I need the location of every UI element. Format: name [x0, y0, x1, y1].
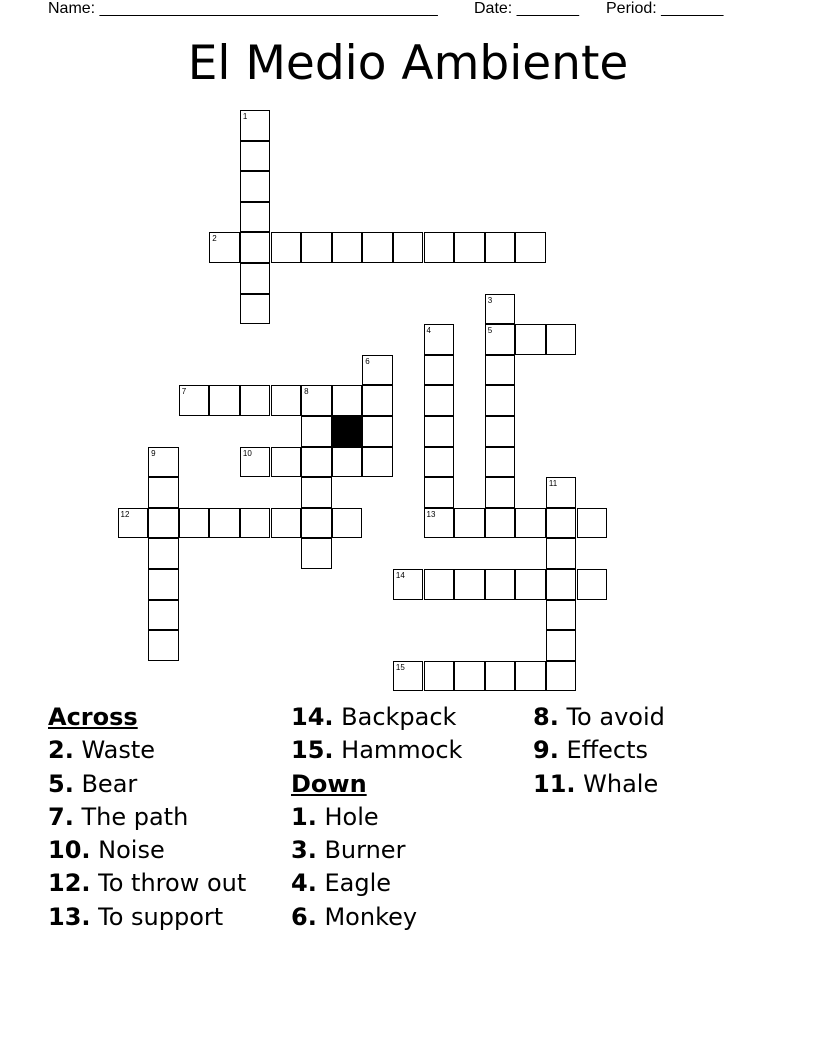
grid-cell[interactable]: [485, 661, 516, 692]
clue-text: The path: [81, 802, 189, 831]
clue-number: 15.: [291, 736, 334, 765]
cell-number: 5: [487, 326, 493, 336]
clue-number: 2.: [48, 736, 74, 765]
cell-number: 7: [181, 387, 187, 397]
cell-number: 13: [426, 509, 436, 519]
name-field-label[interactable]: Name: ______________________________________: [48, 0, 438, 17]
clue-text: To support: [98, 902, 224, 931]
clue-number: 4.: [291, 869, 317, 898]
cell-number: 3: [487, 295, 493, 305]
grid-cell[interactable]: [301, 447, 332, 478]
grid-cell[interactable]: [424, 569, 455, 600]
grid-cell[interactable]: [424, 477, 455, 508]
clue-text: Bear: [81, 769, 138, 798]
grid-cell[interactable]: [148, 600, 179, 631]
grid-cell[interactable]: [148, 569, 179, 600]
grid-cell[interactable]: [301, 508, 332, 539]
grid-cell[interactable]: [424, 416, 455, 447]
cell-number: 12: [120, 509, 130, 519]
clue-number: 9.: [533, 736, 559, 765]
grid-cell[interactable]: [485, 324, 516, 355]
grid-cell[interactable]: [271, 447, 302, 478]
clue-text: To avoid: [566, 703, 665, 731]
grid-cell[interactable]: [332, 447, 363, 478]
grid-cell[interactable]: [546, 630, 577, 661]
grid-cell[interactable]: [179, 508, 210, 539]
grid-cell[interactable]: [240, 263, 271, 294]
clue-number: 1.: [291, 802, 317, 831]
grid-cell[interactable]: [240, 508, 271, 539]
clue-across-15: [291, 734, 462, 767]
grid-cell[interactable]: [454, 661, 485, 692]
grid-cell[interactable]: [393, 661, 424, 692]
page-title: El Medio Ambiente: [187, 36, 629, 91]
grid-cell[interactable]: [271, 232, 302, 263]
grid-cell[interactable]: [515, 324, 546, 355]
grid-cell[interactable]: [424, 385, 455, 416]
grid-cell[interactable]: [301, 477, 332, 508]
grid-cell[interactable]: [362, 385, 393, 416]
clue-down-8: [533, 701, 665, 734]
clue-number: 12.: [48, 869, 91, 898]
grid-cell[interactable]: [362, 355, 393, 386]
clue-down-1: [291, 801, 462, 834]
grid-cell[interactable]: [546, 508, 577, 539]
clue-number: 5.: [48, 769, 74, 798]
grid-cell[interactable]: [485, 508, 516, 539]
grid-cell[interactable]: [546, 600, 577, 631]
grid-cell[interactable]: [362, 416, 393, 447]
grid-cell[interactable]: [148, 447, 179, 478]
grid-cell[interactable]: [515, 661, 546, 692]
cell-number: 15: [395, 662, 405, 672]
grid-cell[interactable]: [546, 324, 577, 355]
cell-number: 6: [365, 356, 370, 366]
grid-cell[interactable]: [240, 385, 271, 416]
grid-cell[interactable]: [546, 538, 577, 569]
clue-down-4: [291, 867, 462, 900]
clue-number: 11.: [533, 769, 576, 798]
grid-cell[interactable]: [148, 477, 179, 508]
across-heading: Across: [48, 703, 138, 731]
grid-cell[interactable]: [301, 416, 332, 447]
grid-cell[interactable]: [240, 171, 271, 202]
grid-cell[interactable]: [301, 232, 332, 263]
clue-text: Eagle: [324, 869, 392, 898]
clue-down-9: [533, 734, 665, 767]
grid-cell[interactable]: [240, 202, 271, 233]
clue-across-2: [48, 734, 246, 767]
grid-cell[interactable]: [485, 416, 516, 447]
grid-cell[interactable]: [118, 508, 149, 539]
clue-number: 6.: [291, 902, 317, 931]
grid-cell[interactable]: [424, 324, 455, 355]
grid-cell[interactable]: [454, 508, 485, 539]
clue-text: Backpack: [341, 703, 457, 731]
down-heading: Down: [291, 769, 367, 798]
grid-cell[interactable]: [271, 385, 302, 416]
grid-cell[interactable]: [485, 355, 516, 386]
grid-cell[interactable]: [393, 569, 424, 600]
grid-cell[interactable]: [515, 569, 546, 600]
cell-number: 14: [395, 571, 405, 580]
clue-text: Waste: [81, 736, 156, 765]
grid-cell[interactable]: [485, 447, 516, 478]
grid-cell[interactable]: [240, 110, 271, 141]
clue-text: Burner: [324, 836, 406, 865]
grid-cell[interactable]: [332, 232, 363, 263]
cell-number: 11: [548, 479, 558, 489]
clue-column-1: [48, 701, 246, 934]
grid-cell[interactable]: [454, 232, 485, 263]
clue-down-3: [291, 834, 462, 867]
clue-number: 3.: [291, 836, 317, 865]
clue-column-2: [291, 701, 462, 934]
grid-cell[interactable]: [301, 385, 332, 416]
grid-cell[interactable]: [485, 569, 516, 600]
grid-cell[interactable]: [515, 232, 546, 263]
grid-cell[interactable]: [546, 569, 577, 600]
grid-cell[interactable]: [577, 569, 608, 600]
clue-column-3: [533, 701, 665, 801]
grid-cell[interactable]: [577, 508, 608, 539]
grid-cell[interactable]: [209, 232, 240, 263]
grid-cell[interactable]: [209, 385, 240, 416]
cell-number: 9: [151, 448, 156, 458]
clue-text: Whale: [583, 769, 659, 798]
grid-cell[interactable]: [148, 538, 179, 569]
clue-text: To throw out: [98, 869, 247, 898]
date-field-label[interactable]: Date: _______: [474, 0, 579, 17]
period-field-label[interactable]: Period: _______: [606, 0, 724, 17]
grid-cell[interactable]: [485, 232, 516, 263]
cell-number: 4: [426, 326, 431, 336]
grid-cell[interactable]: [148, 508, 179, 539]
clue-across-14: [291, 701, 462, 734]
clue-across-12: [48, 867, 246, 900]
clue-number: 8.: [533, 703, 559, 731]
grid-cell[interactable]: [546, 661, 577, 692]
grid-cell[interactable]: [424, 661, 455, 692]
grid-cell[interactable]: [546, 477, 577, 508]
clue-down-11: [533, 768, 665, 801]
grid-cell[interactable]: [485, 294, 516, 325]
clue-text: Monkey: [324, 902, 418, 931]
grid-cell[interactable]: [424, 355, 455, 386]
clue-across-13: [48, 901, 246, 934]
cell-number: 1: [242, 112, 248, 121]
grid-cell[interactable]: [424, 508, 455, 539]
cell-number: 8: [304, 387, 309, 397]
grid-cell[interactable]: [393, 232, 424, 263]
grid-cell[interactable]: [240, 141, 271, 172]
grid-cell[interactable]: [148, 630, 179, 661]
grid-cell[interactable]: [209, 508, 240, 539]
clue-across-10: [48, 834, 246, 867]
grid-cell[interactable]: [485, 477, 516, 508]
clue-text: Effects: [566, 736, 649, 765]
grid-cell[interactable]: [179, 385, 210, 416]
grid-cell[interactable]: [424, 447, 455, 478]
grid-cell[interactable]: [454, 569, 485, 600]
grid-cell[interactable]: [240, 447, 271, 478]
grid-cell[interactable]: [362, 232, 393, 263]
clue-text: Hole: [324, 802, 379, 831]
grid-cell[interactable]: [332, 385, 363, 416]
cell-number: 10: [242, 448, 252, 458]
clue-number: 10.: [48, 836, 91, 865]
grid-cell[interactable]: [485, 385, 516, 416]
grid-cell[interactable]: [515, 508, 546, 539]
grid-cell[interactable]: [240, 294, 271, 325]
grid-cell[interactable]: [301, 538, 332, 569]
blocked-cell: [332, 416, 363, 447]
clue-down-6: [291, 901, 462, 934]
clue-number: 7.: [48, 802, 74, 831]
clue-text: Hammock: [341, 736, 463, 765]
grid-cell[interactable]: [271, 508, 302, 539]
cell-number: 2: [212, 234, 217, 244]
grid-cell[interactable]: [362, 447, 393, 478]
clue-across-5: [48, 768, 246, 801]
clue-across-7: [48, 801, 246, 834]
clue-number: 13.: [48, 902, 91, 931]
grid-cell[interactable]: [240, 232, 271, 263]
clue-text: Noise: [98, 836, 165, 865]
grid-cell[interactable]: [424, 232, 455, 263]
clue-number: 14.: [291, 703, 334, 731]
grid-cell[interactable]: [332, 508, 363, 539]
